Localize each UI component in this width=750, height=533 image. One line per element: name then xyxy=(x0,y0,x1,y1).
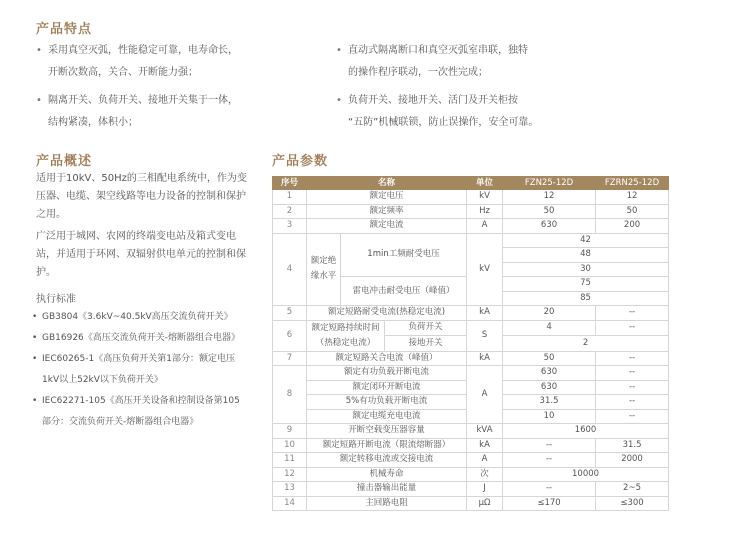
row-value-1: 12 xyxy=(503,190,596,205)
feature-item-cont: 的操作程序联动，一次性完成； xyxy=(348,67,488,78)
row-value-1: 4 xyxy=(503,320,596,336)
row-unit: kA xyxy=(467,351,503,366)
row-unit: Hz xyxy=(467,204,503,219)
header-no: 序号 xyxy=(273,177,307,190)
table-row xyxy=(273,482,669,497)
standard-item: • IEC60265-1《高压负荷开关第1部分：额定电压 xyxy=(36,349,261,370)
overview-para: 适用于10kV、50Hz的三相配电系统中，作为变压器、电缆、架空线路等电力设备的控制和保护之用。 xyxy=(36,173,247,220)
table-row xyxy=(273,320,669,336)
row-unit: A xyxy=(467,366,503,424)
row-name: 机械寿命 xyxy=(307,467,467,482)
row-name: 额定有功负载开断电流 xyxy=(307,366,467,381)
feature-item: • 隔离开关、负荷开关、接地开关集于一体， xyxy=(36,90,326,112)
row-name: 额定电流 xyxy=(307,219,467,234)
table-row xyxy=(273,190,669,205)
table-row xyxy=(273,204,669,219)
row-name: 额定闭环开断电流 xyxy=(307,380,467,395)
row-name: 额定短路开断电流（限流熔断器） xyxy=(307,438,467,453)
row-no: 9 xyxy=(273,424,307,439)
row-value-2: 2~5 xyxy=(596,482,669,497)
feature-item-cont: “五防”机械联锁，防止误操作，安全可靠。 xyxy=(348,117,539,128)
row-name: 额定转移电流或交接电流 xyxy=(307,453,467,468)
group-sub-label-1 xyxy=(341,233,467,277)
table-row xyxy=(273,219,669,234)
row-value: 75 xyxy=(503,277,669,292)
table-row xyxy=(273,496,669,511)
row-name: 额定电缆充电电流 xyxy=(307,409,467,424)
row-value-2: ≤300 xyxy=(596,496,669,511)
row-no: 13 xyxy=(273,482,307,497)
overview-para: 广泛用于城网、农网的终端变电站及箱式变电站，并适用于环网、双辐射供电单元的控制和保护。 xyxy=(36,231,246,278)
row-unit: 次 xyxy=(467,467,503,482)
row-name: 5%有功负载开断电流 xyxy=(307,395,467,410)
table-row xyxy=(273,306,669,321)
table-row xyxy=(273,467,669,482)
row-value-1: 20 xyxy=(503,306,596,321)
row-name: 额定短路持续时间（热稳定电流） xyxy=(307,320,385,351)
standard-item: • GB3804《3.6kV~40.5kV高压交流负荷开关》 xyxy=(36,307,261,328)
row-value: 30 xyxy=(503,262,669,277)
row-no: 1 xyxy=(273,190,307,205)
row-value-1: 31.5 xyxy=(503,395,596,410)
row-value-2: -- xyxy=(596,409,669,424)
row-name: 额定频率 xyxy=(307,204,467,219)
row-no: 6 xyxy=(273,320,307,351)
row-value-2: 2000 xyxy=(596,453,669,468)
row-name: 撞击器输出能量 xyxy=(307,482,467,497)
row-value-1: 50 xyxy=(503,351,596,366)
standard-item: • IEC62271-105《高压开关设备和控制设备第105 xyxy=(36,391,261,412)
row-value-2: -- xyxy=(596,395,669,410)
row-value: 42 xyxy=(503,233,669,248)
row-value-2: 12 xyxy=(596,190,669,205)
row-sub-name: 负荷开关 xyxy=(385,320,467,336)
row-value-1: -- xyxy=(503,482,596,497)
standards-list xyxy=(36,307,261,433)
features-right-list xyxy=(336,40,636,134)
row-no: 3 xyxy=(273,219,307,234)
row-unit: μΩ xyxy=(467,496,503,511)
row-unit: J xyxy=(467,482,503,497)
row-unit: kV xyxy=(467,190,503,205)
row-value-2: -- xyxy=(596,366,669,381)
row-value-2: 50 xyxy=(596,204,669,219)
features-left-list xyxy=(36,40,326,134)
row-value-2: -- xyxy=(596,306,669,321)
row-sub-name: 接地开关 xyxy=(385,336,467,352)
row-name: 开断空载变压器容量 xyxy=(307,424,467,439)
params-table xyxy=(272,176,669,511)
feature-item: • 负荷开关、接地开关、活门及开关柜按 xyxy=(336,90,636,112)
params-title: 产品参数 xyxy=(272,154,329,169)
row-value: 85 xyxy=(503,291,669,306)
overview-text xyxy=(36,170,251,286)
row-name: 主回路电阻 xyxy=(307,496,467,511)
row-unit: kA xyxy=(467,306,503,321)
row-name: 额定短路耐受电流(热稳定电流) xyxy=(307,306,467,321)
table-row xyxy=(273,351,669,366)
standard-item-cont: 部分：交流负荷开关-熔断器组合电器》 xyxy=(42,417,199,427)
table-row xyxy=(273,233,669,248)
row-unit: kA xyxy=(467,438,503,453)
row-value-2: 200 xyxy=(596,219,669,234)
feature-item-cont: 开断次数高，关合、开断能力强； xyxy=(48,67,198,78)
row-unit: kVA xyxy=(467,424,503,439)
row-value-1: 10 xyxy=(503,409,596,424)
group-sub-label-2: 雷电冲击耐受电压（峰值） xyxy=(341,277,467,306)
row-no: 2 xyxy=(273,204,307,219)
row-no: 14 xyxy=(273,496,307,511)
standard-item-cont: 1kV以上52kV以下负荷开关》 xyxy=(42,375,163,385)
row-value-1: 630 xyxy=(503,380,596,395)
group-sub-text: 1min工频耐受电压 xyxy=(367,249,440,260)
row-value-1: ≤170 xyxy=(503,496,596,511)
row-value-1: 50 xyxy=(503,204,596,219)
row-no: 12 xyxy=(273,467,307,482)
row-value-2: -- xyxy=(596,380,669,395)
header-unit: 单位 xyxy=(467,177,503,190)
table-row xyxy=(273,366,669,381)
row-value: 1600 xyxy=(503,424,669,439)
feature-item: • 采用真空灭弧，性能稳定可靠，电寿命长， xyxy=(36,40,326,62)
overview-title: 产品概述 xyxy=(36,154,93,169)
row-no: 7 xyxy=(273,351,307,366)
table-row xyxy=(273,424,669,439)
row-value-2: 31.5 xyxy=(596,438,669,453)
table-row xyxy=(273,438,669,453)
group-label: 额定绝缘水平 xyxy=(307,233,341,306)
table-header-row xyxy=(273,177,669,190)
row-no: 5 xyxy=(273,306,307,321)
row-unit: A xyxy=(467,219,503,234)
table-row xyxy=(273,453,669,468)
row-name: 额定短路关合电流（峰值） xyxy=(307,351,467,366)
row-value-1: 630 xyxy=(503,366,596,381)
header-model-2: FZRN25-12D xyxy=(596,177,669,190)
row-value: 48 xyxy=(503,248,669,263)
features-title: 产品特点 xyxy=(36,22,93,37)
row-value-2: -- xyxy=(596,320,669,336)
row-no: 8 xyxy=(273,366,307,424)
header-model-1: FZN25-12D xyxy=(503,177,596,190)
row-value-1: 630 xyxy=(503,219,596,234)
feature-item-cont: 结构紧凑，体积小； xyxy=(48,117,138,128)
row-name: 额定电压 xyxy=(307,190,467,205)
row-value: 10000 xyxy=(503,467,669,482)
row-value-1: -- xyxy=(503,438,596,453)
row-value: 2 xyxy=(503,336,669,352)
header-name: 名称 xyxy=(307,177,467,190)
row-value-1: -- xyxy=(503,453,596,468)
row-unit: A xyxy=(467,453,503,468)
feature-item: • 直动式隔离断口和真空灭弧室串联，独特 xyxy=(336,40,636,62)
row-unit: S xyxy=(467,320,503,351)
row-unit: kV xyxy=(467,233,503,306)
row-value-2: -- xyxy=(596,351,669,366)
row-no: 4 xyxy=(273,233,307,306)
standard-item: • GB16926《高压交流负荷开关-熔断器组合电器》 xyxy=(36,328,261,349)
standards-title: 执行标准 xyxy=(36,294,76,305)
row-no: 11 xyxy=(273,453,307,468)
row-no: 10 xyxy=(273,438,307,453)
